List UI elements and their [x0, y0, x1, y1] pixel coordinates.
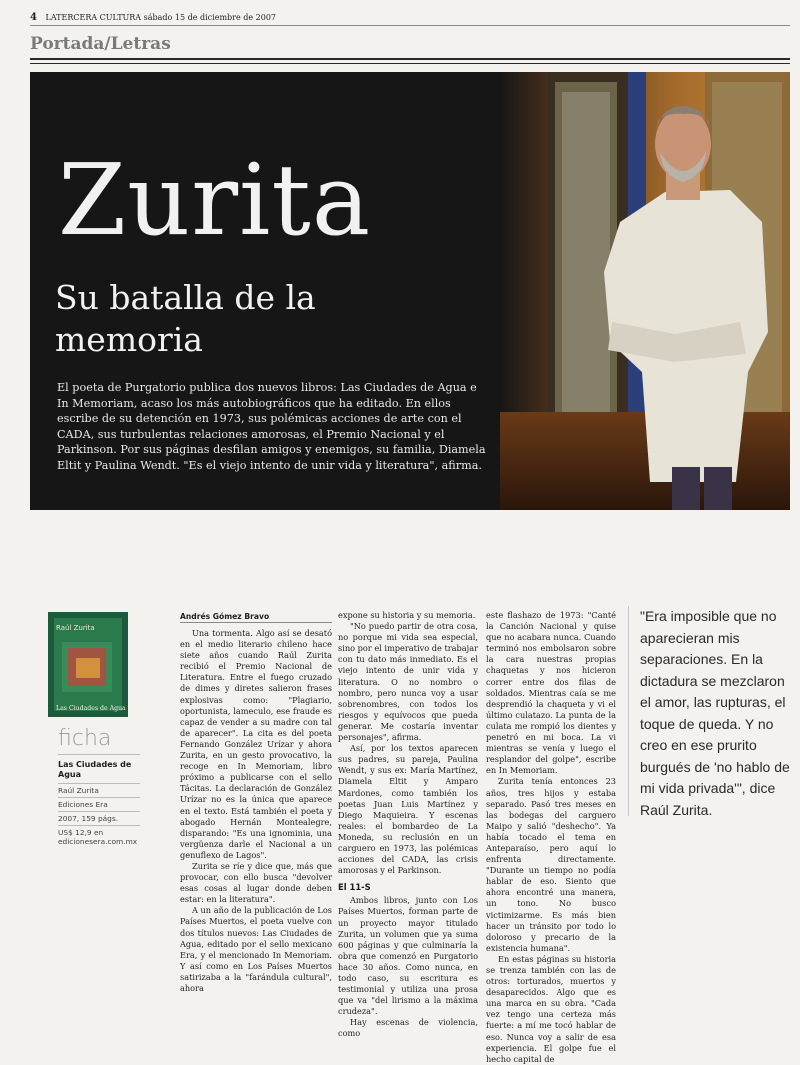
book-cover-title: Las Ciudades de Agua — [56, 705, 126, 712]
masthead — [30, 12, 790, 26]
quote-rule — [628, 606, 629, 816]
hero-title: Zurita — [58, 144, 372, 258]
paragraph: expone su historia y su memoria. — [338, 610, 476, 620]
book-cover-author: Raúl Zurita — [56, 624, 95, 632]
ficha-rule — [58, 811, 140, 812]
article-column-1 — [180, 628, 332, 994]
article-column-2 — [338, 610, 478, 1040]
ficha-rule — [58, 783, 140, 784]
paragraph: Ambos libros, junto con Los Países Muertos, forman parte de un proyecto mayor titulado Zurita, un volumen que ya suma 600 páginas y que culminaría la obra que comenzó en Purgatorio hace 30 años. Como nunca, en todo caso, su escritura es testimonial y utiliza una prosa que va "del lirismo a la máxima crudeza". — [338, 895, 478, 1017]
byline-rule — [180, 622, 332, 623]
byline: Andrés Gómez Bravo — [180, 612, 270, 621]
paragraph: Así, por los textos aparecen sus padres, su pareja, Paulina Wendt, y sus ex: María Martínez, Diamela Eltit y Amparo Mardones, como también los poetas Juan Luis Martínez y Diego Maquieira. Y escenas reales: el bombardeo de La Moneda, su reclusión en un carguero en 1973, las polémicas acciones del CADA, las crisis amorosas y el Parkinson. — [338, 743, 478, 876]
ficha-rule — [58, 825, 140, 826]
paragraph: este flashazo de 1973: "Canté la Canción Nacional y quise que no acabara nunca. Cuando terminó nos embolsaron sobre la cara nuestras propias chaquetas y nos hicieron correr entre dos filas de soldados. Mientras caía se me desprendió la chaqueta y vi el último culatazo. La punta de la culata me rompió los dientes y penetró en mi boca. La vi mientras se venía y luego el resplandor del golpe", escribe en In Memoriam. — [486, 610, 616, 776]
subheading: El 11-S — [338, 882, 371, 893]
ficha-heading: ficha — [58, 726, 112, 751]
section-rule-thin — [30, 63, 790, 64]
paragraph: "No puedo partir de otra cosa, no porque mi vida sea especial, sino por el imperativo de trabajar con tu dato más inmediato. Es el viejo intento de unir vida y literatura. O no nombro o nombro, pero nunca voy a usar sobrenombres, con todos los riesgos y equívocos que pueda generar. Me costaría inventar personajes", afirma. — [338, 621, 478, 743]
hero-lead: El poeta de Purgatorio publica dos nuevos libros: Las Ciudades de Agua e In Memoriam, acaso los más autobiográficos que ha editado. En ellos escribe de su detención en 1973, sus polémicas acciones de arte con el CADA, sus turbulentas relaciones amorosas, el Premio Nacional y el Parkinson. Por sus páginas desfilan amigos y enemigos, su familia, Diamela Eltit y Paulina Wendt. "Es el viejo intento de unir vida y literatura", afirma. — [57, 381, 486, 472]
pull-quote: "Era imposible que no aparecieran mis separaciones. En la dictadura se mezclaron el amor, las rupturas, el toque de queda. Y no creo en ese prurito burgués de 'no hablo de mi vida privada'", dice Raúl Zurita. — [640, 608, 790, 818]
masthead-line: LATERCERA CULTURA sábado 15 de diciembre de 2007 — [45, 13, 277, 22]
portrait-photo — [500, 72, 790, 510]
hero-banner — [30, 72, 790, 510]
paragraph: A un año de la publicación de Los Países Muertos, el poeta vuelve con dos títulos nuevos: Las Ciudades de Agua, editado por el sello mexicano Era, y el mencionado In Memoriam. Y así como en Los Países Muertos satirizaba a la "farándula cultural", ahora — [180, 905, 332, 993]
paragraph: En estas páginas su historia se trenza también con las de otros: torturados, muertos y desaparecidos. Algo que es una marca en su obra. "Cada vez tengo una certeza más fuerte: a mí me tocó hablar de eso. Nunca voy a salir de esa experiencia. El golpe fue el hecho capital de — [486, 953, 616, 1064]
ficha-publisher: Ediciones Era — [58, 800, 108, 809]
section-title: Portada/Letras — [30, 34, 171, 54]
masthead-rule — [30, 25, 790, 26]
ficha-author: Raúl Zurita — [58, 786, 99, 795]
paragraph: Zurita se ríe y dice que, más que provocar, con ello busca "devolver esas cosas al lugar donde deben estar: en la literatura". — [180, 860, 332, 905]
ficha-price: US$ 12,9 en edicionesera.com.mx — [58, 828, 138, 846]
book-cover-image — [48, 612, 128, 717]
paragraph: Hay escenas de violencia, como — [338, 1017, 478, 1039]
paragraph: Una tormenta. Algo así se desató en el medio literario chileno hace siete años cuando Raúl Zurita recibió el Premio Nacional de Literatura. Entre el fuego cruzado de dimes y diretes salieron frases explosivas como: "Plagiario, oportunista, lameculo, ese fraude es capaz de vender a su madre con tal de aparecer". La cita es del poeta Fernando González Urízar y ahora Zurita, en un gesto provocativo, la recoge en In Memoriam, libro próximo a publicarse con el sello Tácitas. La declaración de González Urízar no es la única que aparece en el texto. Está también el poeta y abogado Hernán Montealegre, disparando: "Es una ignominia, una vergüenza darle el Nacional a un genuflexo de Lagos". — [180, 628, 332, 860]
paragraph: Zurita tenía entonces 23 años, tres hijos y estaba separado. Pasó tres meses en las bodegas del carguero Maipo y salió "deshecho". Ya había tocado el tema en Anteparaíso, pero aquí lo enfrenta directamente. "Durante un tiempo no podía hablar de eso. Siento que ahora encontré una manera, un tono. No busco victimizarme. Es más bien hacer un tránsito por todo lo doloroso y precario de la existencia humana". — [486, 776, 616, 953]
hero-subtitle: Su batalla de la memoria — [55, 278, 316, 359]
section-rule — [30, 58, 790, 60]
ficha-year-pages: 2007, 159 págs. — [58, 814, 119, 823]
ficha-rule — [58, 754, 140, 755]
ficha-rule — [58, 797, 140, 798]
ficha-book-title: Las Ciudades de Agua — [58, 760, 132, 779]
page-number: 4 — [30, 12, 37, 23]
article-column-3 — [486, 610, 616, 1065]
